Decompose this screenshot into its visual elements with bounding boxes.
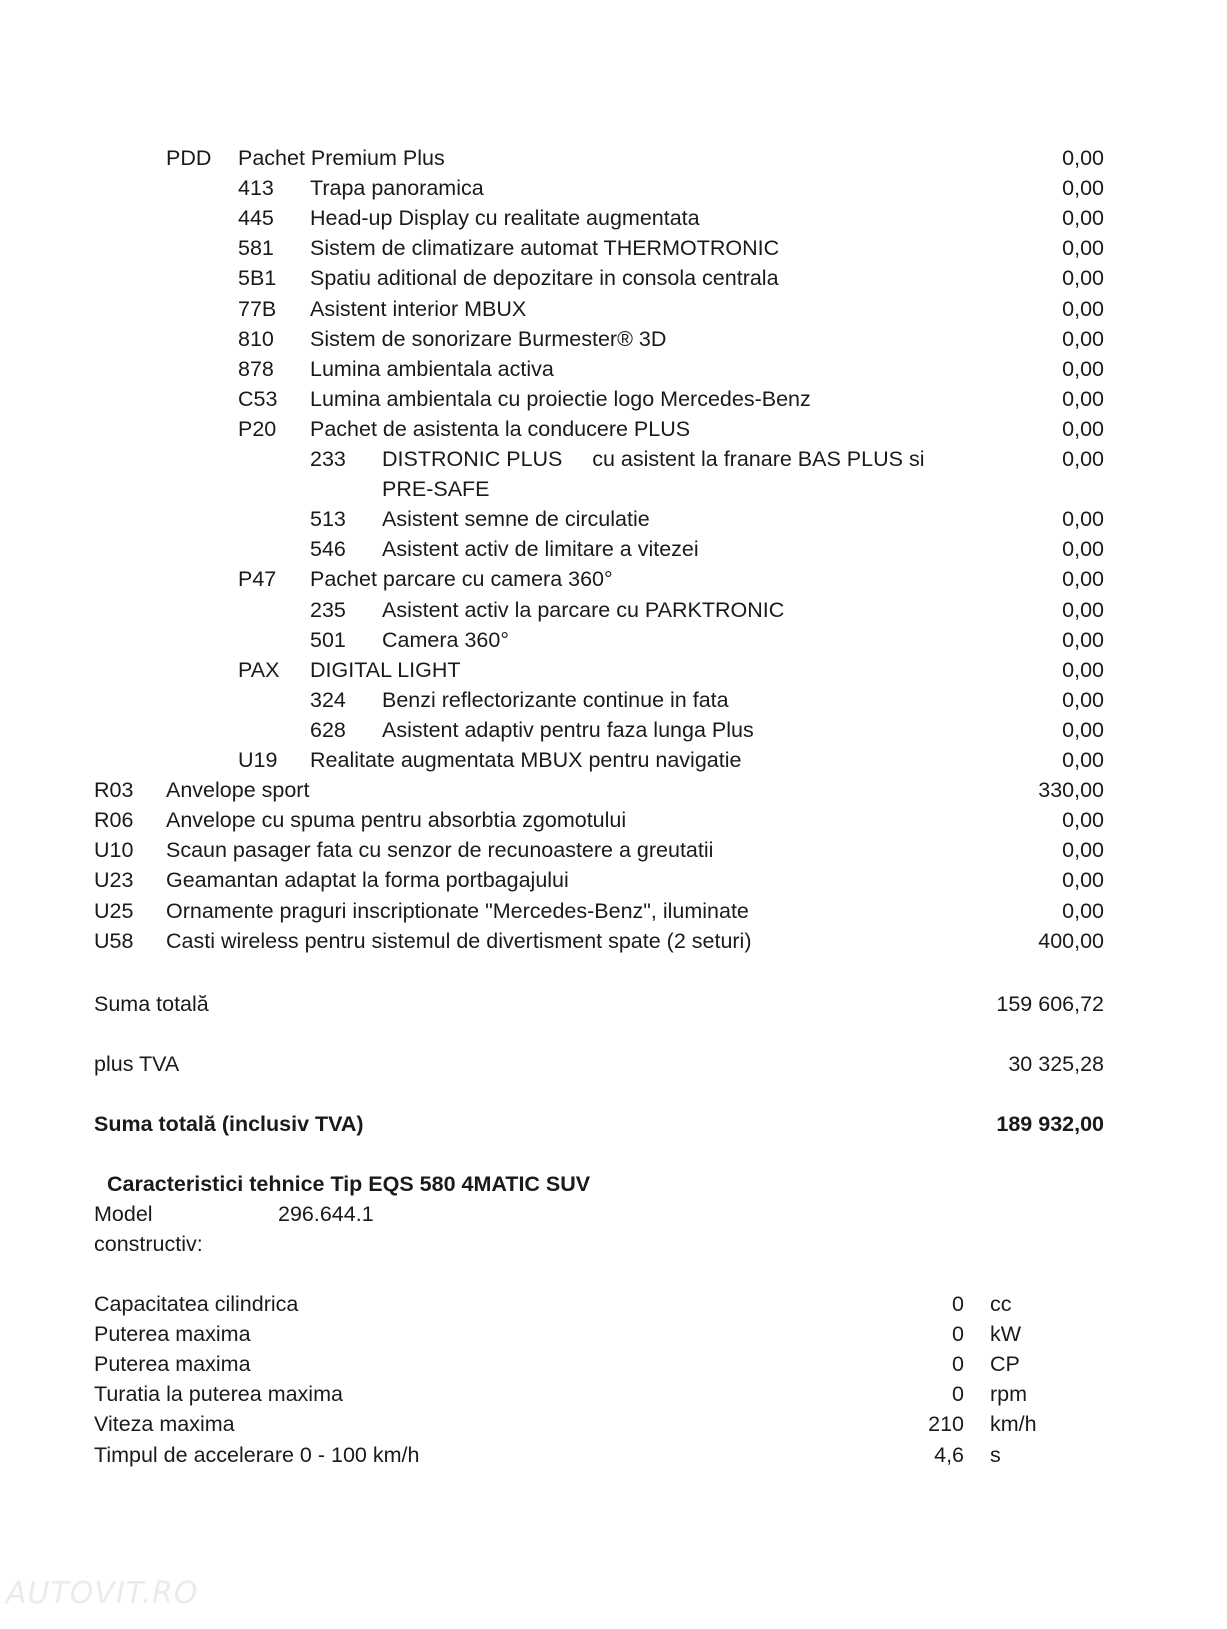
spec-row <box>0 1319 1227 1349</box>
option-row <box>0 564 1227 594</box>
spec-label: Puterea maxima <box>94 1322 251 1347</box>
option-description: Spatiu aditional de depozitare in consola centrala <box>310 266 779 291</box>
option-price: 0,00 <box>1062 146 1104 170</box>
vat-label: plus TVA <box>94 1052 180 1076</box>
option-code: R03 <box>94 778 134 803</box>
spec-value: 0 <box>952 1322 964 1347</box>
option-row <box>0 294 1227 324</box>
spec-row <box>0 1409 1227 1439</box>
spec-unit: kW <box>990 1322 1022 1347</box>
option-price: 0,00 <box>1062 597 1104 622</box>
option-row <box>0 324 1227 354</box>
option-code: 546 <box>310 537 346 562</box>
option-description: Anvelope sport <box>166 778 310 803</box>
spec-value: 4,6 <box>934 1442 964 1467</box>
subtotal-row <box>0 989 1227 1019</box>
option-description: Asistent adaptiv pentru faza lunga Plus <box>382 717 754 742</box>
vat-row <box>0 1049 1227 1079</box>
option-description: Lumina ambientala cu proiectie logo Mercedes-Benz <box>310 386 811 411</box>
option-description-continuation: PRE-SAFE <box>382 477 490 502</box>
option-code: 233 <box>310 447 346 471</box>
specs-heading: Caracteristici tehnice Tip EQS 580 4MATIC SUV <box>107 1172 591 1196</box>
grand-total-label: Suma totală (inclusiv TVA) <box>94 1112 364 1136</box>
vat-value: 30 325,28 <box>1008 1052 1104 1076</box>
option-description: Sistem de sonorizare Burmester® 3D <box>310 326 667 351</box>
spec-label: Puterea maxima <box>94 1352 251 1377</box>
option-description: Ornamente praguri inscriptionate "Mercedes-Benz", iluminate <box>166 898 749 923</box>
option-price: 0,00 <box>1062 356 1104 381</box>
option-price: 0,00 <box>1062 567 1104 592</box>
option-row <box>0 354 1227 384</box>
spec-value: 0 <box>952 1382 964 1407</box>
option-price: 0,00 <box>1062 808 1104 833</box>
option-code: U10 <box>94 838 134 863</box>
option-description: Asistent interior MBUX <box>310 296 527 321</box>
spec-value: 210 <box>928 1412 964 1437</box>
option-description: Casti wireless pentru sistemul de divertisment spate (2 seturi) <box>166 928 752 953</box>
option-price: 0,00 <box>1062 627 1104 652</box>
option-row <box>0 865 1227 895</box>
option-row <box>0 414 1227 444</box>
spec-row <box>0 1289 1227 1319</box>
option-code: U19 <box>238 748 278 772</box>
spec-unit: rpm <box>990 1382 1028 1407</box>
option-description: Pachet parcare cu camera 360° <box>310 567 613 592</box>
spec-row <box>0 1349 1227 1379</box>
model-value: 296.644.1 <box>278 1202 374 1226</box>
spec-label: Viteza maxima <box>94 1412 235 1437</box>
option-row <box>0 534 1227 564</box>
option-code: 77B <box>238 296 277 321</box>
option-code: 513 <box>310 507 346 532</box>
option-price: 0,00 <box>1062 657 1104 682</box>
option-price: 0,00 <box>1062 206 1104 231</box>
spec-label: Timpul de accelerare 0 - 100 km/h <box>94 1442 420 1467</box>
option-code: 324 <box>310 687 346 712</box>
option-price: 0,00 <box>1062 868 1104 893</box>
option-row <box>0 775 1227 805</box>
option-description: Pachet Premium Plus <box>238 146 445 170</box>
spec-row <box>0 1440 1227 1470</box>
model-row <box>0 1199 1227 1229</box>
option-row-continuation <box>0 474 1227 504</box>
option-description: Asistent semne de circulatie <box>382 507 650 532</box>
option-description: Asistent activ la parcare cu PARKTRONIC <box>382 597 785 622</box>
option-row <box>0 655 1227 685</box>
spec-row <box>0 1379 1227 1409</box>
option-row <box>0 835 1227 865</box>
option-row <box>0 173 1227 203</box>
spec-label: Turatia la puterea maxima <box>94 1382 343 1407</box>
option-code: C53 <box>238 386 278 411</box>
option-row <box>0 203 1227 233</box>
spec-unit: cc <box>990 1292 1012 1316</box>
spec-label: Capacitatea cilindrica <box>94 1292 299 1316</box>
option-code: P47 <box>238 567 277 592</box>
option-description: Sistem de climatizare automat THERMOTRONIC <box>310 236 780 261</box>
option-price: 0,00 <box>1062 898 1104 923</box>
spec-value: 0 <box>952 1352 964 1377</box>
option-code: R06 <box>94 808 134 833</box>
option-row <box>0 504 1227 534</box>
option-code: 628 <box>310 717 346 742</box>
option-row <box>0 143 1227 173</box>
option-row <box>0 745 1227 775</box>
option-price: 0,00 <box>1062 838 1104 863</box>
option-row <box>0 715 1227 745</box>
model-label-1: Model <box>94 1202 153 1226</box>
option-description: Trapa panoramica <box>310 176 484 201</box>
option-price: 0,00 <box>1062 236 1104 261</box>
option-code: 235 <box>310 597 346 622</box>
option-description: DISTRONIC PLUS cu asistent la franare BAS PLUS si <box>382 447 925 471</box>
watermark: AUTOVIT.RO <box>6 1576 199 1611</box>
option-code: 445 <box>238 206 274 231</box>
option-code: 413 <box>238 176 274 201</box>
grand-total-row <box>0 1109 1227 1139</box>
option-row <box>0 685 1227 715</box>
option-row <box>0 444 1227 474</box>
option-description: Benzi reflectorizante continue in fata <box>382 687 729 712</box>
option-price: 0,00 <box>1062 386 1104 411</box>
option-code: P20 <box>238 416 277 441</box>
option-description: DIGITAL LIGHT <box>310 657 461 682</box>
option-row <box>0 595 1227 625</box>
option-row <box>0 625 1227 655</box>
option-description: Head-up Display cu realitate augmentata <box>310 206 700 231</box>
option-price: 0,00 <box>1062 507 1104 532</box>
option-row <box>0 926 1227 956</box>
option-code: U25 <box>94 898 134 923</box>
option-code: 501 <box>310 627 346 652</box>
option-description: Realitate augmentata MBUX pentru navigatie <box>310 748 742 772</box>
grand-total-value: 189 932,00 <box>996 1112 1104 1136</box>
model-label-2: constructiv: <box>94 1232 203 1256</box>
option-description: Scaun pasager fata cu senzor de recunoastere a greutatii <box>166 838 714 863</box>
option-price: 0,00 <box>1062 687 1104 712</box>
option-description: Lumina ambientala activa <box>310 356 554 381</box>
option-description: Asistent activ de limitare a vitezei <box>382 537 699 562</box>
option-code: U23 <box>94 868 134 893</box>
model-row-2 <box>0 1229 1227 1259</box>
option-row <box>0 896 1227 926</box>
option-price: 0,00 <box>1062 447 1104 471</box>
option-price: 400,00 <box>1038 928 1104 953</box>
option-price: 0,00 <box>1062 326 1104 351</box>
option-price: 0,00 <box>1062 537 1104 562</box>
option-row <box>0 805 1227 835</box>
spec-unit: s <box>990 1442 1001 1467</box>
option-price: 0,00 <box>1062 176 1104 201</box>
option-code: PDD <box>166 146 212 170</box>
option-description: Camera 360° <box>382 627 509 652</box>
option-description: Pachet de asistenta la conducere PLUS <box>310 416 691 441</box>
option-code: U58 <box>94 928 134 953</box>
option-code: 878 <box>238 356 274 381</box>
option-description: Geamantan adaptat la forma portbagajului <box>166 868 569 893</box>
spec-unit: km/h <box>990 1412 1037 1437</box>
option-price: 0,00 <box>1062 717 1104 742</box>
option-code: 810 <box>238 326 274 351</box>
option-description: Anvelope cu spuma pentru absorbtia zgomotului <box>166 808 627 833</box>
option-price: 0,00 <box>1062 748 1104 772</box>
option-code: 5B1 <box>238 266 277 291</box>
option-row <box>0 263 1227 293</box>
option-code: 581 <box>238 236 274 261</box>
option-price: 0,00 <box>1062 266 1104 291</box>
subtotal-value: 159 606,72 <box>996 992 1104 1016</box>
option-code: PAX <box>238 657 280 682</box>
option-row <box>0 233 1227 263</box>
option-row <box>0 384 1227 414</box>
spec-value: 0 <box>952 1292 964 1316</box>
subtotal-label: Suma totală <box>94 992 209 1016</box>
option-price: 0,00 <box>1062 416 1104 441</box>
option-price: 0,00 <box>1062 296 1104 321</box>
option-price: 330,00 <box>1038 778 1104 803</box>
specs-heading-row <box>0 1169 1227 1199</box>
spec-unit: CP <box>990 1352 1020 1377</box>
